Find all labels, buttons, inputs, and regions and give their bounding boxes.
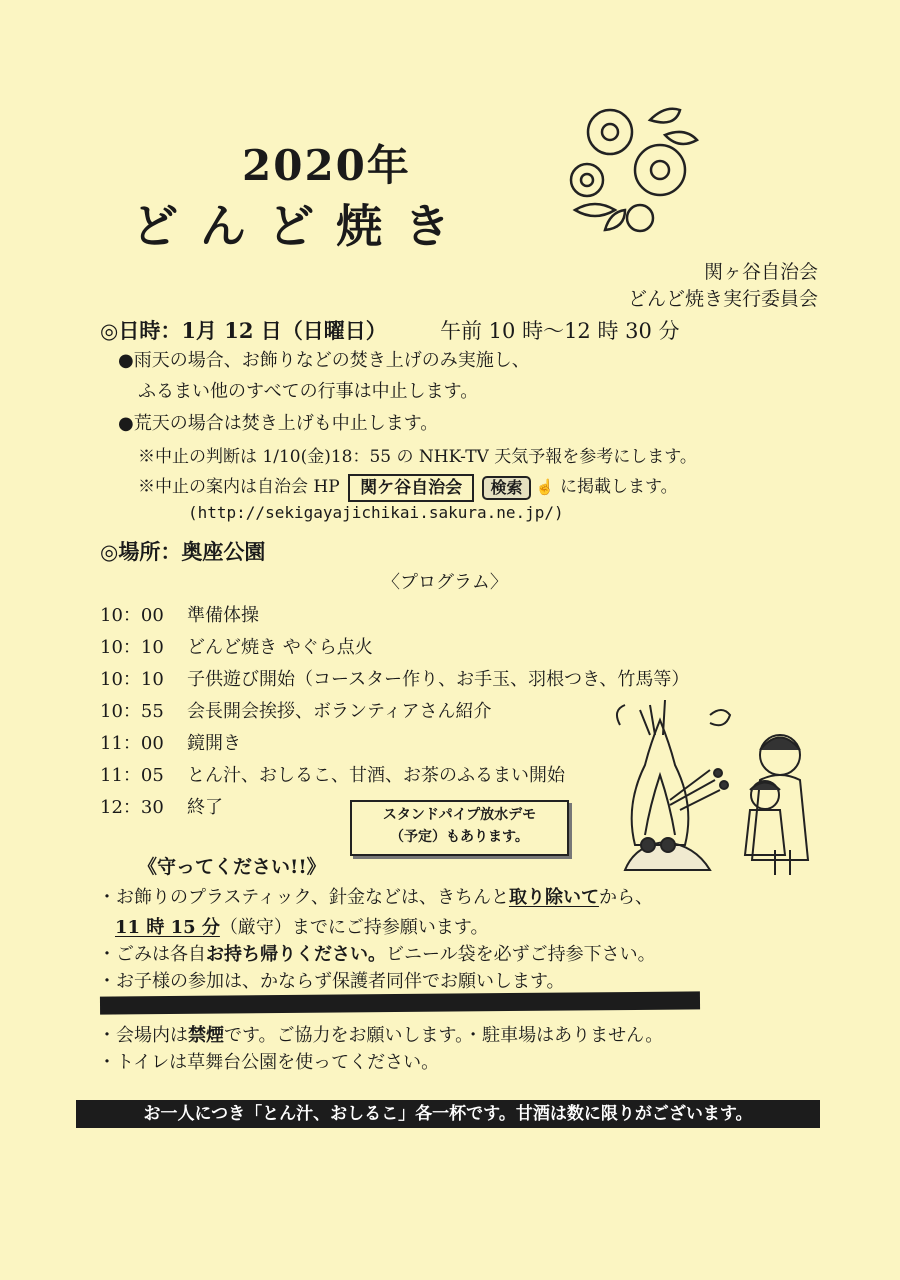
program-text: 終了: [187, 797, 223, 818]
program-time: 11：05: [100, 765, 164, 786]
search-button: 検索: [482, 476, 530, 500]
rule-1b-post: までにご持参願います。: [291, 917, 489, 938]
rule-6: ・トイレは草舞台公園を使ってください。: [98, 1052, 440, 1073]
hp-note: [138, 472, 678, 502]
program-title: 〈プログラム〉: [382, 572, 508, 593]
rule-5-pre: ・会場内は: [98, 1025, 188, 1046]
rule-2: [98, 940, 656, 966]
storm-note: ●荒天の場合は焚き上げも中止します。: [118, 413, 439, 434]
water-demo-box: [350, 800, 569, 856]
demo-line-1: スタンドパイプ放水デモ: [382, 807, 537, 823]
plum-blossom-illustration: [565, 100, 705, 240]
place-label: ◎場所：奥座公園: [100, 539, 266, 564]
rule-2-bold: お持ち帰りください。: [206, 944, 386, 965]
rule-2-pre: ・ごみは各自: [98, 944, 206, 965]
program-text: 鏡開き: [187, 733, 241, 754]
redacted-line: [100, 991, 700, 1014]
rain-note-2: ふるまい他のすべての行事は中止します。: [138, 381, 479, 402]
program-time: 10：55: [100, 701, 164, 722]
rain-note-1: ●雨天の場合、お飾りなどの焚き上げのみ実施し、: [118, 350, 530, 371]
committee-name: どんど焼き実行委員会: [627, 288, 818, 310]
datetime-label: ◎日時：1月 12 日（日曜日）: [100, 318, 387, 343]
rule-1a: [98, 883, 653, 909]
bonfire-illustration: [610, 695, 825, 880]
pointer-icon: ☝: [535, 478, 555, 496]
decision-note: ※中止の判断は 1/10(金)18：55 の NHK-TV 天気予報を参考にします。: [138, 447, 697, 467]
rule-5-post: です。ご協力をお願いします。・駐車場はありません。: [224, 1025, 664, 1046]
program-text: 子供遊び開始（コースター作り、お手玉、羽根つき、竹馬等）: [187, 669, 690, 690]
program-time: 10：00: [100, 605, 164, 626]
title-event: どんど焼き: [132, 199, 472, 253]
website-url: (http://sekigayajichikai.sakura.ne.jp/): [188, 503, 564, 522]
hp-note-post: に掲載します。: [560, 477, 678, 497]
org-name: 関ヶ谷自治会: [703, 261, 818, 283]
program-time: 12：30: [100, 797, 164, 818]
rule-2-post: ビニール袋を必ずご持参下さい。: [386, 944, 656, 965]
rule-3: ・お子様の参加は、かならず保護者同伴でお願いします。: [98, 971, 565, 992]
rule-5-bold: 禁煙: [188, 1025, 224, 1046]
rule-1a-post: から、: [598, 887, 653, 908]
program-time: 10：10: [100, 669, 164, 690]
rule-1b-mid: （厳守）: [219, 917, 292, 938]
rule-1a-bold: 取り除いて: [508, 887, 599, 908]
rule-5: [98, 1021, 663, 1047]
footer-banner: お一人につき「とん汁、おしるこ」各一杯です。甘酒は数に限りがございます。: [76, 1100, 820, 1128]
program-time: 11：00: [100, 733, 164, 754]
demo-line-2: （予定）もあります。: [390, 829, 529, 845]
program-text: 会長開会挨拶、ボランティアさん紹介: [187, 701, 492, 722]
hp-note-pre: ※中止の案内は自治会 HP: [138, 477, 340, 497]
rule-1b: [115, 913, 488, 939]
program-text: 準備体操: [187, 605, 259, 626]
program-text: どんど焼き やぐら点火: [187, 637, 373, 658]
title-year: 2020年: [242, 141, 411, 190]
search-term-box: 関ケ谷自治会: [348, 474, 474, 502]
program-time: 10：10: [100, 637, 164, 658]
rule-1b-bold: 11 時 15 分: [115, 917, 220, 938]
rule-1a-pre: ・お飾りのプラスティック、針金などは、きちんと: [98, 887, 509, 908]
rules-title: 《守ってください!!》: [138, 856, 326, 878]
program-text: とん汁、おしるこ、甘酒、お茶のふるまい開始: [187, 765, 565, 786]
datetime-time: 午前 10 時～12 時 30 分: [440, 319, 680, 343]
